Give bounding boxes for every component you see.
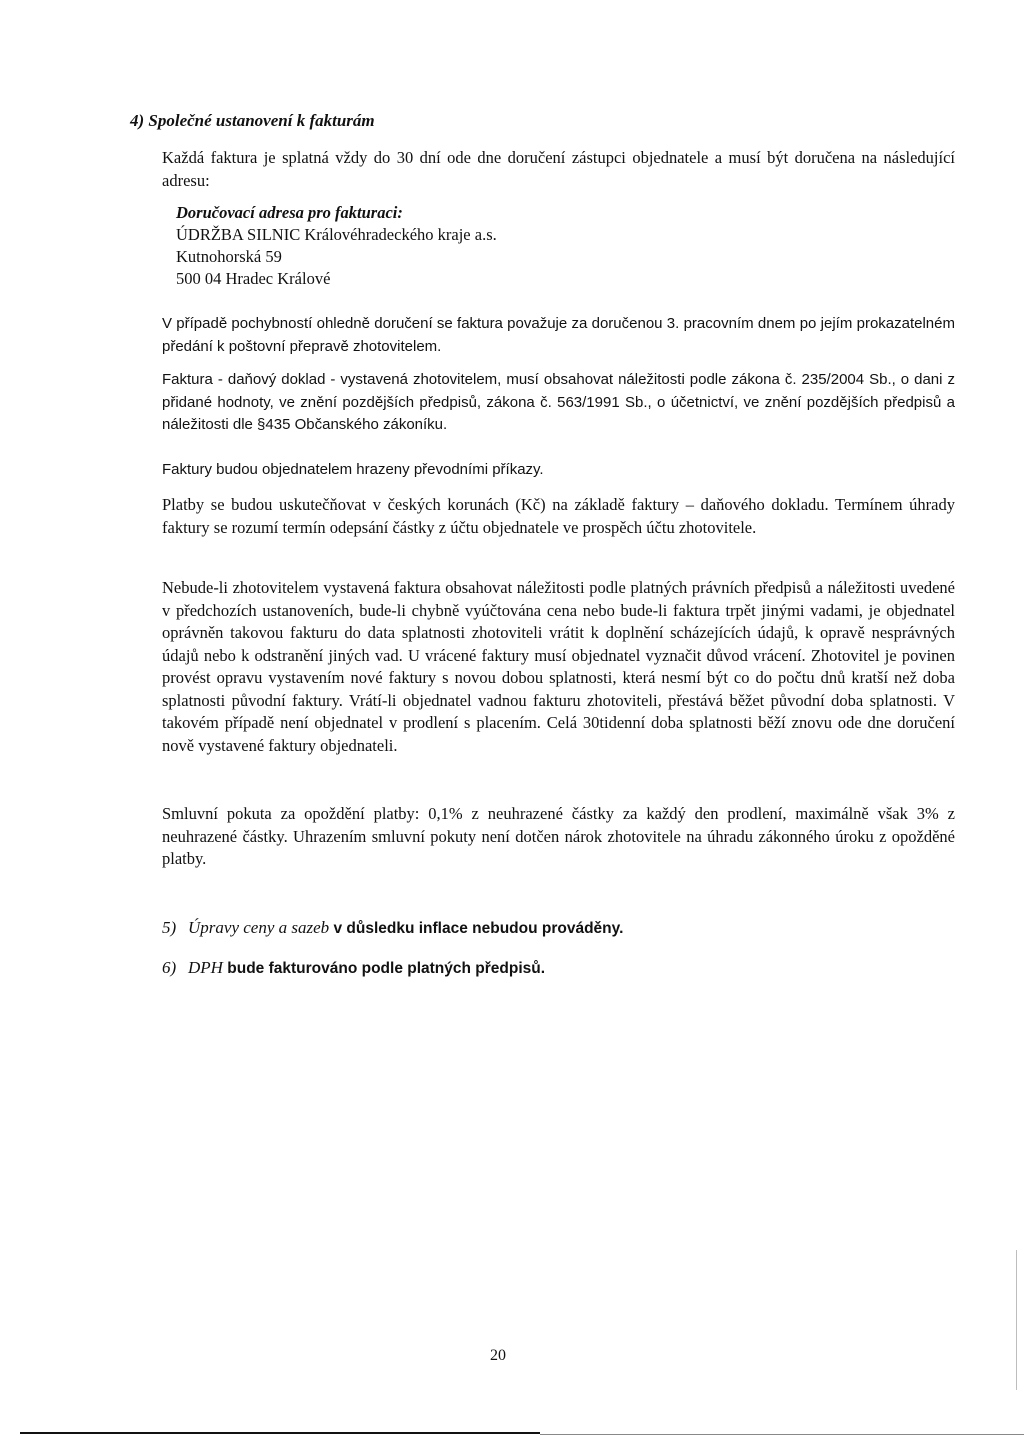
scan-bottom-line [20,1432,540,1434]
scan-bottom-line-faint [540,1434,1024,1435]
page-number: 20 [490,1347,506,1364]
section-6-item [162,958,545,978]
section-6-italic-text: DPH [188,958,223,977]
section-5-number: 5) [162,918,177,937]
paragraph-delivery-doubt: V případě pochybností ohledně doručení se faktura považuje za doručenou 3. pracovním dnem po jejím prokazatelném předání k poštovní přepravě zhotovitelem. [162,315,955,355]
paragraph-late-penalty: Smluvní pokuta za opoždění platby: 0,1% z neuhrazené částky za každý den prodlení, maximálně však 3% z neuhrazené částky. Uhrazením smluvní pokuty není dotčen nárok zhotovitele na úhradu zákonného úroku z opožděné platby. [162,804,955,868]
address-line-city: 500 04 Hradec Králové [176,269,331,288]
address-line-street: Kutnohorská 59 [176,247,282,266]
section-6-bold-text: bude fakturováno podle platných předpisů. [222,960,546,977]
section-5-item [162,918,623,938]
paragraph-payment-orders: Faktury budou objednatelem hrazeny převodními příkazy. [162,461,544,478]
address-title: Doručovací adresa pro fakturaci: [176,203,403,222]
section-5-bold-text: v důsledku inflace nebudou prováděny. [329,920,624,937]
paragraph-invoice-requirements: Faktura - daňový doklad - vystavená zhotovitelem, musí obsahovat náležitosti podle zákona č. 235/2004 Sb., o dani z přidané hodnoty, ve znění pozdějších předpisů, zákona č. 563/1991 Sb., o účetnictví, ve znění pozdějších předpisů a náležitosti dle §435 Občanského zákoníku. [162,371,955,433]
paragraph-invoice-return: Nebude-li zhotovitelem vystavená faktura obsahovat náležitosti podle platných právních předpisů a náležitosti uvedené v předchozích ustanoveních, bude-li chybně vyúčtována cena nebo bude-li faktura trpět jinými vadami, je objednatel oprávněn takovou fakturu do data splatnosti zhotoviteli vrátit k doplnění scházejících údajů, k opravě nesprávných údajů nebo k odstranění jiných vad. U vrácené faktury musí objednatel vyznačit důvod vrácení. Zhotovitel je povinen provést opravu vystavením nové faktury s novou dobou splatnosti, která nesmí být co do počtu dnů kratší než doba splatnosti původní faktury. Vrátí-li objednatel vadnou fakturu zhotoviteli, přestává běžet původní doba splatnosti. V takovém případě není objednatel v prodlení s placením. Celá 30tidenní doba splatnosti běží znovu ode dne doručení nově vystavené faktury objednateli. [162,578,955,755]
section-6-number: 6) [162,958,177,977]
paragraph-invoice-due: Každá faktura je splatná vždy do 30 dní ode dne doručení zástupci objednatele a musí být doručena na následující adresu: [162,148,955,190]
scan-edge-line [1016,1250,1017,1390]
section-4-heading: 4) Společné ustanovení k fakturám [130,111,375,130]
paragraph-payment-currency: Platby se budou uskutečňovat v českých korunách (Kč) na základě faktury – daňového dokladu. Termínem úhrady faktury se rozumí termín odepsání částky z účtu objednatele ve prospěch účtu zhotovitele. [162,495,955,537]
address-line-company: ÚDRŽBA SILNIC Královéhradeckého kraje a.s. [176,225,497,244]
section-5-italic-text: Úpravy ceny a sazeb [188,918,330,937]
